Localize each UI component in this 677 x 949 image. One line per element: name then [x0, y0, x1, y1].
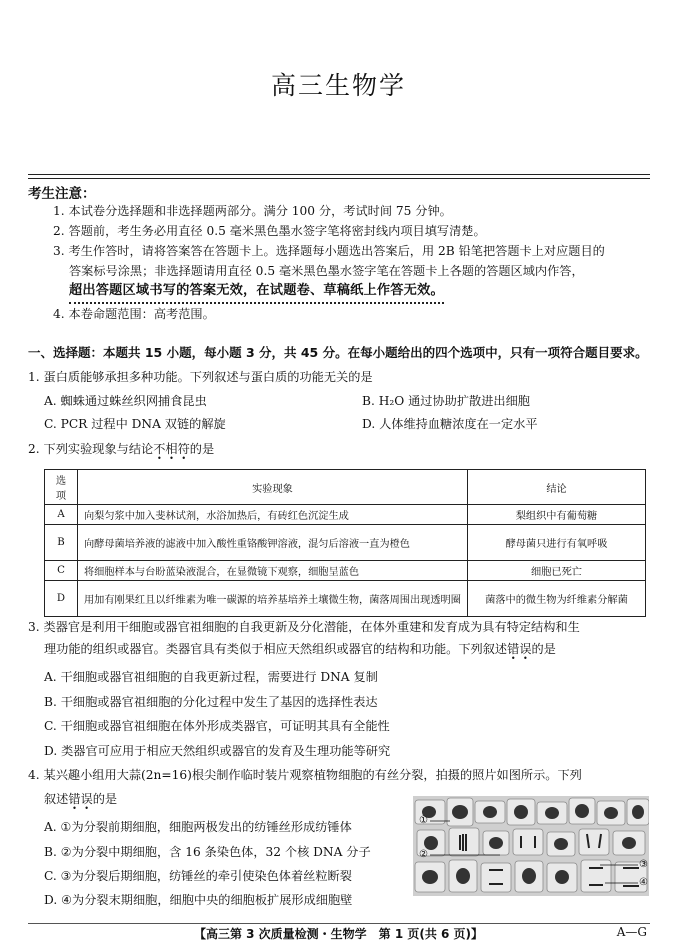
- table-cell: D: [45, 581, 78, 617]
- q3-option-a: A. 干细胞或器官祖细胞的自我更新过程，需要进行 DNA 复制: [44, 670, 378, 684]
- table-header: 结论: [468, 470, 646, 505]
- table-cell: 梨组织中有葡萄糖: [468, 505, 646, 525]
- page-title: 高三生物学: [270, 71, 406, 100]
- notice-item-3-cont: 答案标号涂黑；非选择题请用直径 0.5 毫米黑色墨水签字笔在答题卡上各题的答题区域内作答，: [69, 264, 584, 278]
- table-cell: 酵母菌只进行有氧呼吸: [468, 525, 646, 561]
- divider: [28, 174, 650, 175]
- q4-stem-line2: 叙述错误的是: [44, 792, 118, 806]
- table-cell: A: [45, 505, 78, 525]
- divider: [28, 923, 650, 924]
- notice-item-3: 3. 考生作答时，请将答案答在答题卡上。选择题每小题选出答案后，用 2B 铅笔把答题卡上对应题目的: [53, 244, 605, 258]
- table-row: [45, 561, 646, 581]
- q1-option-a: A. 蜘蛛通过蛛丝织网捕食昆虫: [44, 394, 207, 408]
- notice-item-1: 1. 本试卷分选择题和非选择题两部分。满分 100 分，考试时间 75 分钟。: [53, 204, 452, 218]
- q1-option-c: C. PCR 过程中 DNA 双链的解旋: [44, 417, 226, 431]
- q1-option-b: B. H₂O 通过协助扩散进出细胞: [362, 394, 530, 408]
- q3-stem-line2: 理功能的组织或器官。类器官具有类似于相应天然组织或器官的结构和功能。下列叙述错误的是: [44, 642, 556, 656]
- table-row: [45, 581, 646, 617]
- q4-option-d: D. ④为分裂末期细胞，细胞中央的细胞板扩展形成细胞壁: [44, 893, 353, 907]
- paper-code: A—G: [616, 925, 647, 939]
- q3-option-c: C. 干细胞或器官祖细胞在体外形成类器官，可证明其具有全能性: [44, 719, 390, 733]
- table-cell: C: [45, 561, 78, 581]
- q4-stem-line1: 4. 某兴趣小组用大蒜(2n=16)根尖制作临时装片观察植物细胞的有丝分裂，拍摄的照片如图所示。下列: [28, 768, 582, 782]
- table-cell: 向梨匀浆中加入斐林试剂，水浴加热后，有砖红色沉淀生成: [78, 505, 468, 525]
- notice-item-4: 4. 本卷命题范围：高考范围。: [53, 307, 215, 321]
- q3-stem-line1: 3. 类器官是利用干细胞或器官祖细胞的自我更新及分化潜能，在体外重建和发育成为具有特定结构和生: [28, 620, 580, 634]
- notice-heading: 考生注意：: [28, 186, 96, 202]
- q1-stem: 1. 蛋白质能够承担多种功能。下列叙述与蛋白质的功能无关的是: [28, 370, 373, 384]
- q3-option-d: D. 类器官可应用于相应天然组织或器官的发育及生理功能等研究: [44, 744, 391, 758]
- q3-option-b: B. 干细胞或器官祖细胞的分化过程中发生了基因的选择性表达: [44, 695, 378, 709]
- figure-label-1: ①: [419, 815, 428, 826]
- table-header: 选项: [45, 470, 78, 505]
- q4-option-b: B. ②为分裂中期细胞，含 16 条染色体，32 个核 DNA 分子: [44, 845, 371, 859]
- table-row: [45, 505, 646, 525]
- figure-label-4: ④: [639, 877, 648, 888]
- figure-leader-lines: [410, 800, 650, 896]
- q2-stem: 2. 下列实验现象与结论不相符的是: [28, 442, 215, 456]
- page-footer: 【高三第 3 次质量检测・生物学 第 1 页(共 6 页)】: [193, 927, 484, 941]
- table-row: [45, 525, 646, 561]
- table-cell: 菌落中的微生物为纤维素分解菌: [468, 581, 646, 617]
- table-cell: 向酵母菌培养液的滤液中加入酸性重铬酸钾溶液，混匀后溶液一直为橙色: [78, 525, 468, 561]
- table-cell: B: [45, 525, 78, 561]
- table-header-row: [45, 470, 646, 505]
- figure-label-3: ③: [639, 859, 648, 870]
- experiment-table: [44, 469, 646, 617]
- table-cell: 细胞已死亡: [468, 561, 646, 581]
- table-cell: 用加有刚果红且以纤维素为唯一碳源的培养基培养土壤微生物，菌落周围出现透明圈: [78, 581, 468, 617]
- notice-item-2: 2. 答题前，考生务必用直径 0.5 毫米黑色墨水签字笔将密封线内项目填写清楚。: [53, 224, 486, 238]
- divider: [28, 178, 650, 179]
- q4-option-a: A. ①为分裂前期细胞，细胞两极发出的纺锤丝形成纺锤体: [44, 820, 352, 834]
- table-cell: 将细胞样本与台盼蓝染液混合，在显微镜下观察，细胞呈蓝色: [78, 561, 468, 581]
- notice-item-3-emphasis: 超出答题区域书写的答案无效，在试题卷、草稿纸上作答无效。: [69, 281, 444, 304]
- q4-option-c: C. ③为分裂后期细胞，纺锤丝的牵引使染色体着丝粒断裂: [44, 869, 352, 883]
- q1-option-d: D. 人体维持血糖浓度在一定水平: [362, 417, 538, 431]
- table-header: 实验现象: [78, 470, 468, 505]
- section-heading: 一、选择题：本题共 15 小题，每小题 3 分，共 45 分。在每小题给出的四个选项中，只有一项符合题目要求。: [28, 345, 648, 360]
- figure-label-2: ②: [419, 849, 428, 860]
